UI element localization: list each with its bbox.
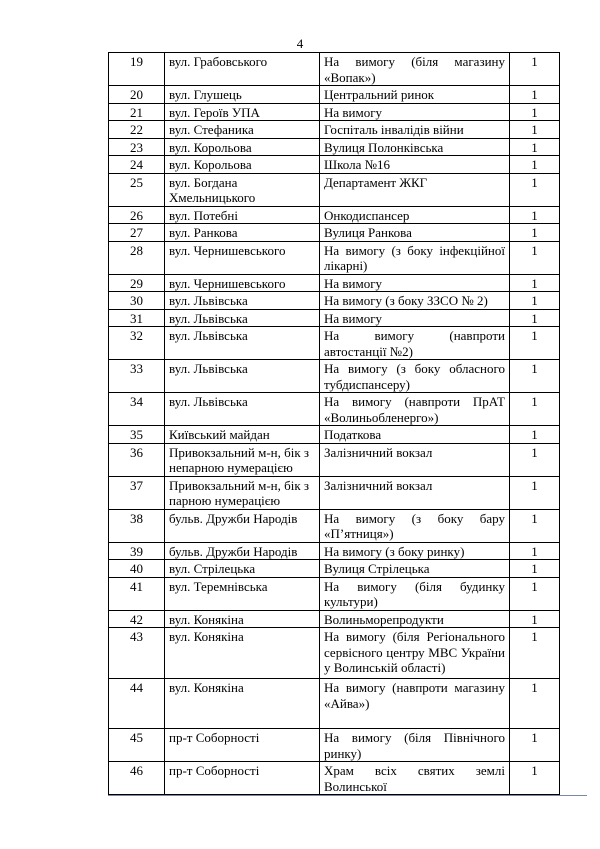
- table-row: [109, 103, 560, 121]
- row-number: 28: [109, 241, 165, 274]
- street-cell: вул. Глушець: [165, 86, 320, 104]
- row-number: 44: [109, 679, 165, 729]
- table-row: [109, 443, 560, 476]
- row-number: 20: [109, 86, 165, 104]
- table-row: [109, 542, 560, 560]
- street-cell: бульв. Дружби Народів: [165, 509, 320, 542]
- street-cell: вул. Теремнівська: [165, 577, 320, 610]
- row-number: 45: [109, 729, 165, 762]
- table-row: [109, 327, 560, 360]
- row-number: 36: [109, 443, 165, 476]
- street-cell: вул. Львівська: [165, 327, 320, 360]
- table-row: [109, 509, 560, 542]
- stops-table-body: [109, 53, 560, 795]
- count-cell: 1: [510, 327, 560, 360]
- street-cell: вул. Чернишевського: [165, 241, 320, 274]
- count-cell: 1: [510, 224, 560, 242]
- count-cell: 1: [510, 542, 560, 560]
- street-cell: Привокзальний м-н, бік з непарною нумерацією: [165, 443, 320, 476]
- row-number: 42: [109, 610, 165, 628]
- table-row: [109, 560, 560, 578]
- street-cell: вул. Грабовського: [165, 53, 320, 86]
- row-number: 41: [109, 577, 165, 610]
- street-cell: бульв. Дружби Народів: [165, 542, 320, 560]
- row-number: 24: [109, 156, 165, 174]
- count-cell: 1: [510, 426, 560, 444]
- table-row: [109, 679, 560, 729]
- count-cell: 1: [510, 577, 560, 610]
- count-cell: 1: [510, 628, 560, 679]
- street-cell: вул. Корольова: [165, 156, 320, 174]
- row-number: 21: [109, 103, 165, 121]
- street-cell: вул. Потебні: [165, 206, 320, 224]
- stop-place-cell: На вимогу (з боку інфекційної лікарні): [320, 241, 510, 274]
- stops-table: [108, 52, 560, 795]
- stop-place-cell: На вимогу: [320, 103, 510, 121]
- stop-place-cell: Онкодиспансер: [320, 206, 510, 224]
- street-cell: вул. Ранкова: [165, 224, 320, 242]
- count-cell: 1: [510, 309, 560, 327]
- street-cell: Привокзальний м-н, бік з парною нумерацією: [165, 476, 320, 509]
- table-row: [109, 577, 560, 610]
- table-row: [109, 206, 560, 224]
- table-row: [109, 224, 560, 242]
- row-number: 19: [109, 53, 165, 86]
- table-row: [109, 86, 560, 104]
- row-number: 46: [109, 762, 165, 795]
- stop-place-cell: На вимогу: [320, 309, 510, 327]
- page-number: 4: [296, 36, 304, 51]
- row-number: 35: [109, 426, 165, 444]
- street-cell: вул. Корольова: [165, 138, 320, 156]
- stop-place-cell: Волиньморепродукти: [320, 610, 510, 628]
- stop-place-cell: На вимогу (з боку обласного тубдиспансеру): [320, 360, 510, 393]
- table-row: [109, 426, 560, 444]
- street-cell: вул. Чернишевського: [165, 274, 320, 292]
- count-cell: 1: [510, 241, 560, 274]
- row-number: 37: [109, 476, 165, 509]
- row-number: 25: [109, 173, 165, 206]
- count-cell: 1: [510, 762, 560, 795]
- street-cell: вул. Львівська: [165, 393, 320, 426]
- count-cell: 1: [510, 443, 560, 476]
- footer-divider: [108, 795, 587, 796]
- street-cell: вул. Стрілецька: [165, 560, 320, 578]
- count-cell: 1: [510, 156, 560, 174]
- street-cell: вул. Стефаника: [165, 121, 320, 139]
- count-cell: 1: [510, 86, 560, 104]
- stop-place-cell: Податкова: [320, 426, 510, 444]
- stop-place-cell: На вимогу (з боку ЗЗСО № 2): [320, 292, 510, 310]
- table-row: [109, 476, 560, 509]
- street-cell: вул. Конякіна: [165, 628, 320, 679]
- street-cell: пр-т Соборності: [165, 762, 320, 795]
- stop-place-cell: Вулиця Стрілецька: [320, 560, 510, 578]
- count-cell: 1: [510, 729, 560, 762]
- count-cell: 1: [510, 393, 560, 426]
- row-number: 33: [109, 360, 165, 393]
- street-cell: вул. Львівська: [165, 309, 320, 327]
- stop-place-cell: На вимогу (навпроти автостанції №2): [320, 327, 510, 360]
- row-number: 27: [109, 224, 165, 242]
- stop-place-cell: На вимогу: [320, 274, 510, 292]
- stop-place-cell: На вимогу (біля Північного ринку): [320, 729, 510, 762]
- table-row: [109, 360, 560, 393]
- street-cell: Київський майдан: [165, 426, 320, 444]
- stop-place-cell: Центральний ринок: [320, 86, 510, 104]
- count-cell: 1: [510, 679, 560, 729]
- table-row: [109, 729, 560, 762]
- count-cell: 1: [510, 560, 560, 578]
- stop-place-cell: Храм всіх святих землі Волинської: [320, 762, 510, 795]
- count-cell: 1: [510, 509, 560, 542]
- stop-place-cell: На вимогу (навпроти магазину «Айва»): [320, 679, 510, 729]
- table-row: [109, 241, 560, 274]
- street-cell: пр-т Соборності: [165, 729, 320, 762]
- table-row: [109, 121, 560, 139]
- street-cell: вул. Конякіна: [165, 679, 320, 729]
- count-cell: 1: [510, 53, 560, 86]
- street-cell: вул. Богдана Хмельницького: [165, 173, 320, 206]
- count-cell: 1: [510, 274, 560, 292]
- stop-place-cell: Госпіталь інвалідів війни: [320, 121, 510, 139]
- stop-place-cell: Залізничний вокзал: [320, 443, 510, 476]
- stop-place-cell: На вимогу (біля Регіонального сервісного центру МВС України у Волинській області): [320, 628, 510, 679]
- row-number: 30: [109, 292, 165, 310]
- street-cell: вул. Львівська: [165, 292, 320, 310]
- count-cell: 1: [510, 173, 560, 206]
- table-row: [109, 53, 560, 86]
- count-cell: 1: [510, 292, 560, 310]
- row-number: 26: [109, 206, 165, 224]
- table-row: [109, 292, 560, 310]
- table-row: [109, 138, 560, 156]
- stop-place-cell: На вимогу (біля магазину «Вопак»): [320, 53, 510, 86]
- row-number: 38: [109, 509, 165, 542]
- count-cell: 1: [510, 360, 560, 393]
- count-cell: 1: [510, 610, 560, 628]
- stop-place-cell: Вулиця Ранкова: [320, 224, 510, 242]
- table-row: [109, 309, 560, 327]
- row-number: 40: [109, 560, 165, 578]
- row-number: 43: [109, 628, 165, 679]
- table-row: [109, 274, 560, 292]
- stop-place-cell: На вимогу (з боку бару «П’ятниця»): [320, 509, 510, 542]
- street-cell: вул. Героїв УПА: [165, 103, 320, 121]
- row-number: 32: [109, 327, 165, 360]
- stop-place-cell: На вимогу (біля будинку культури): [320, 577, 510, 610]
- row-number: 23: [109, 138, 165, 156]
- stop-place-cell: Департамент ЖКГ: [320, 173, 510, 206]
- row-number: 22: [109, 121, 165, 139]
- street-cell: вул. Львівська: [165, 360, 320, 393]
- count-cell: 1: [510, 103, 560, 121]
- table-row: [109, 156, 560, 174]
- count-cell: 1: [510, 138, 560, 156]
- stop-place-cell: Школа №16: [320, 156, 510, 174]
- row-number: 39: [109, 542, 165, 560]
- row-number: 29: [109, 274, 165, 292]
- table-row: [109, 628, 560, 679]
- street-cell: вул. Конякіна: [165, 610, 320, 628]
- stop-place-cell: На вимогу (з боку ринку): [320, 542, 510, 560]
- count-cell: 1: [510, 476, 560, 509]
- table-row: [109, 393, 560, 426]
- table-row: [109, 610, 560, 628]
- count-cell: 1: [510, 121, 560, 139]
- table-row: [109, 173, 560, 206]
- stop-place-cell: Вулиця Полонківська: [320, 138, 510, 156]
- row-number: 34: [109, 393, 165, 426]
- count-cell: 1: [510, 206, 560, 224]
- row-number: 31: [109, 309, 165, 327]
- stop-place-cell: Залізничний вокзал: [320, 476, 510, 509]
- table-row: [109, 762, 560, 795]
- stop-place-cell: На вимогу (навпроти ПрАТ «Волиньобленерго»): [320, 393, 510, 426]
